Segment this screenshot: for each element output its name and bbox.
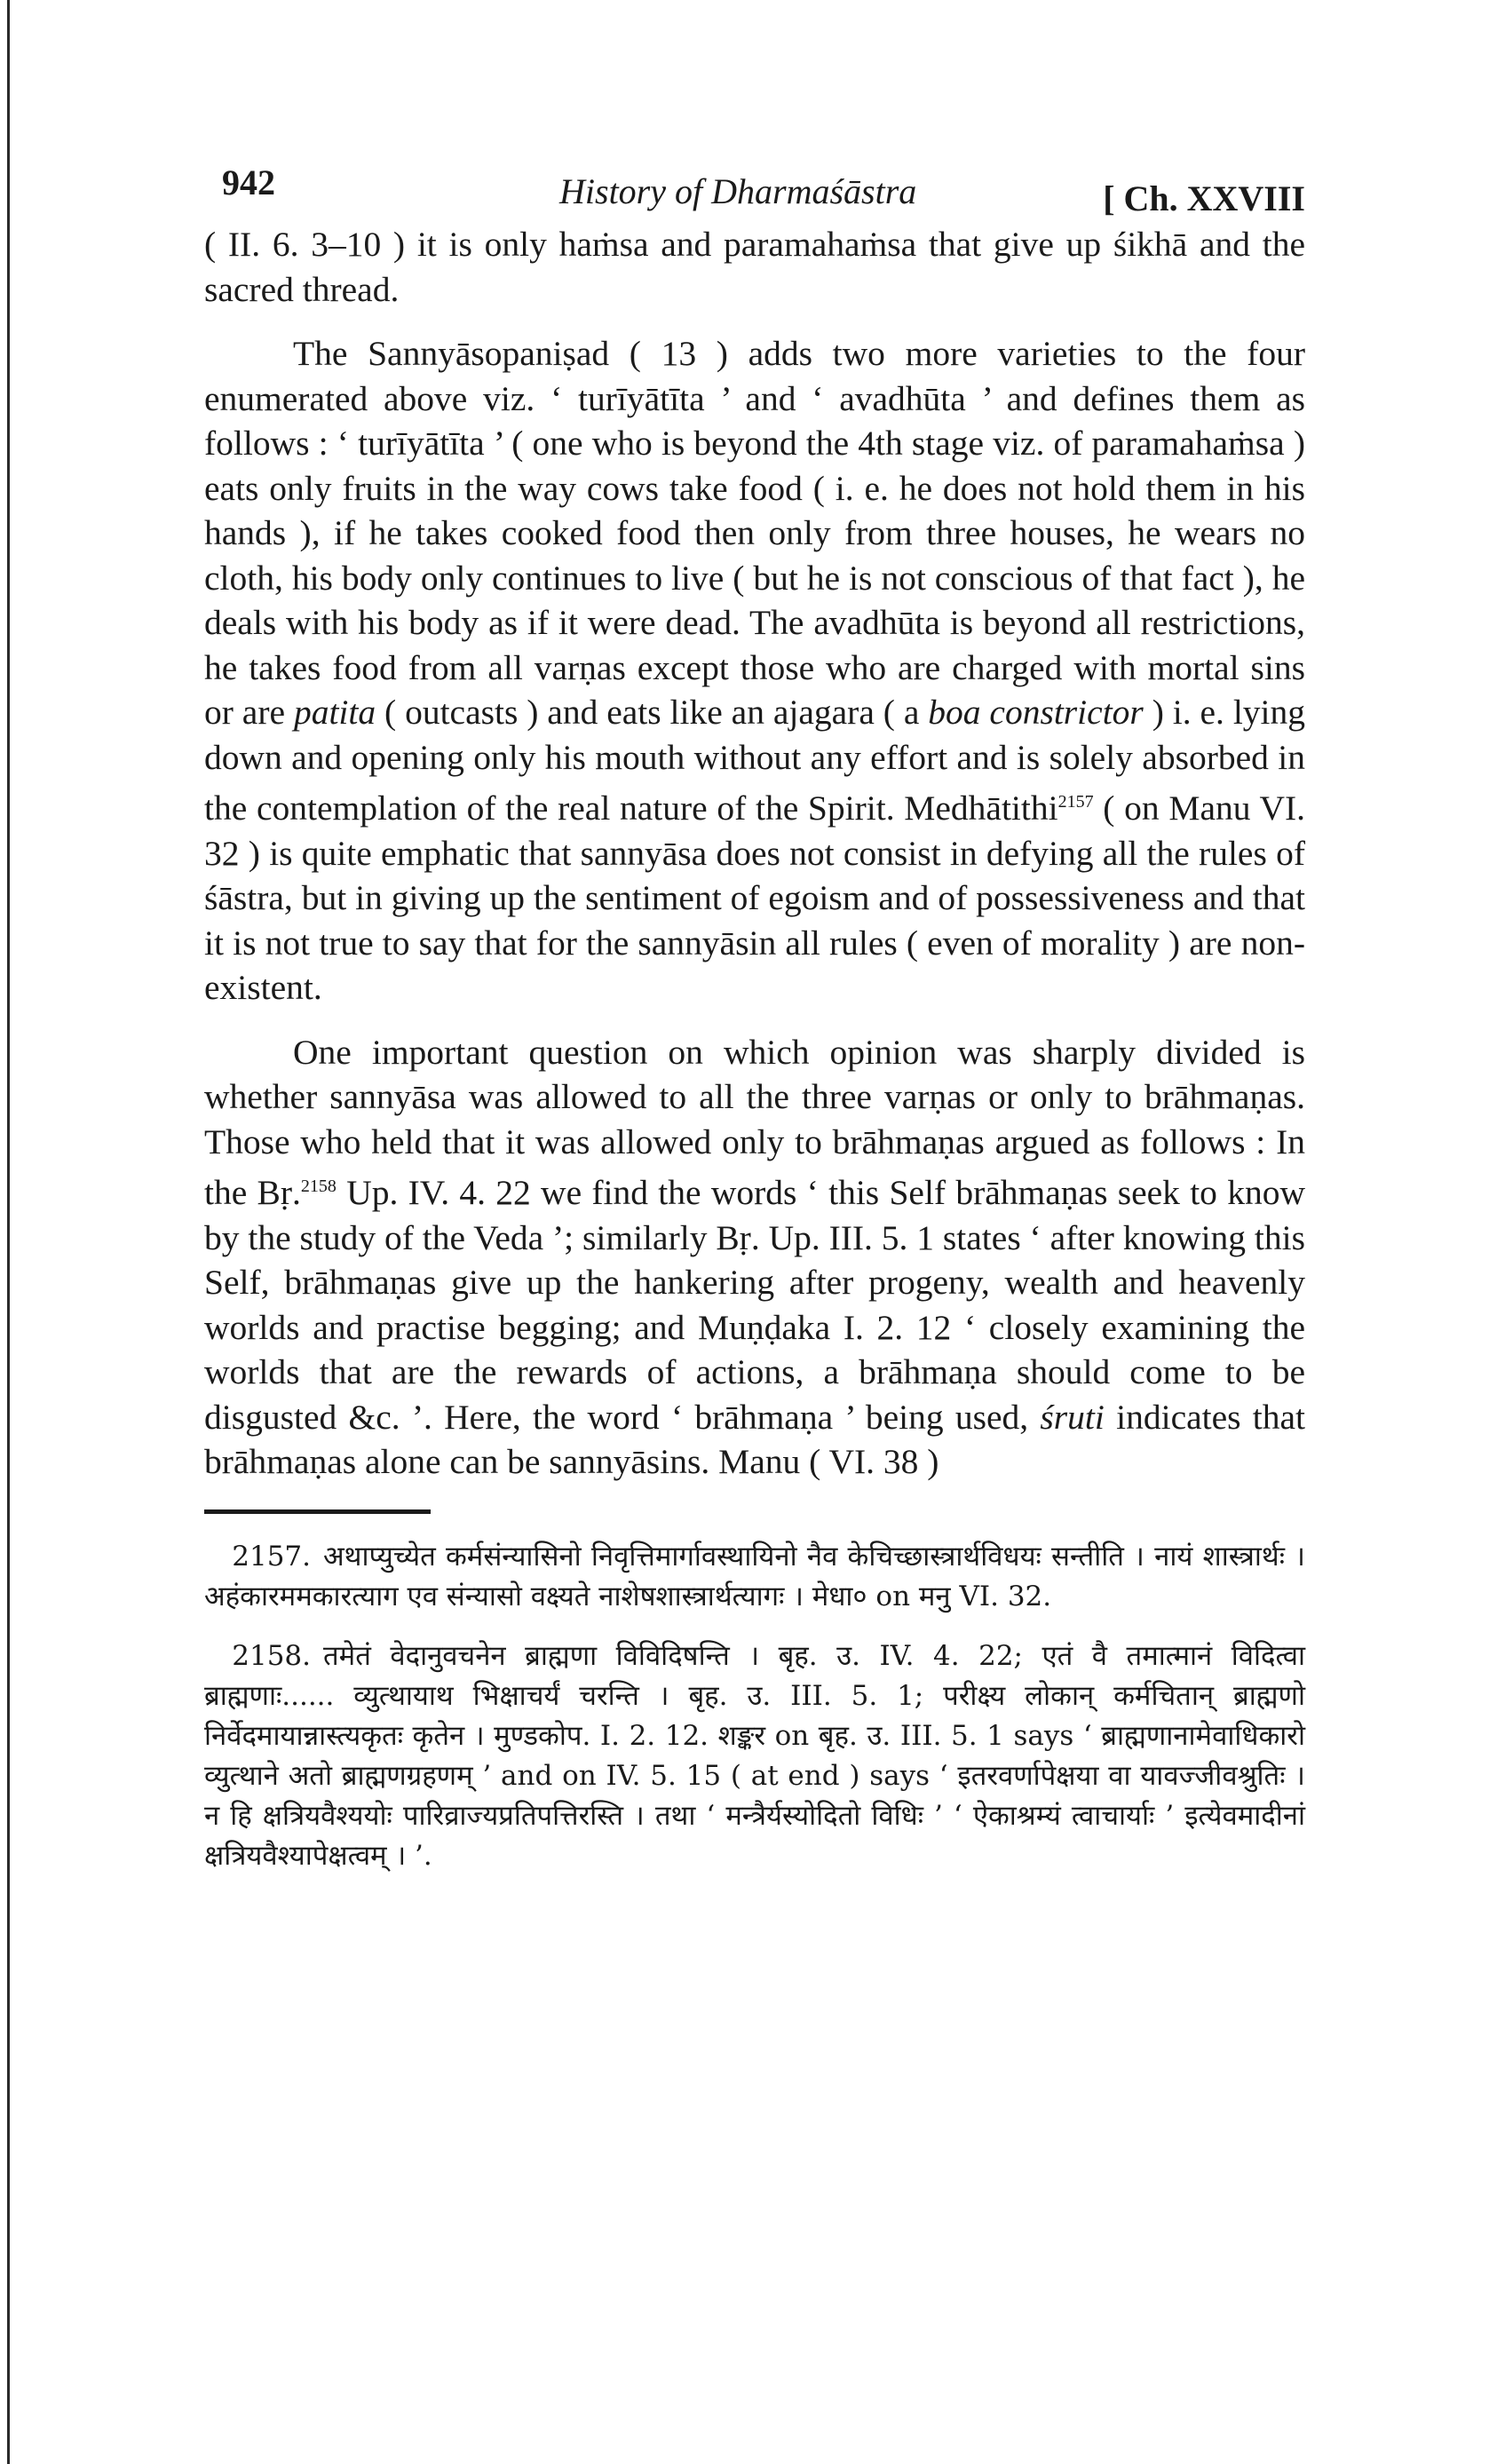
- main-text: [204, 222, 1305, 1485]
- chapter-label: [ Ch. XXVIII: [1103, 178, 1305, 218]
- paragraph-2: [204, 331, 1305, 1010]
- footnote-text: तमेतं वेदानुवचनेन ब्राह्मणा विविदिषन्ति । बृह. उ. IV. 4. 22; एतं वै तमात्मानं विदित्वा ब्राह्मणाः...... व्युत्थायाथ भिक्षाचर्यं चरन्ति । बृह. उ. III. 5. 1; परीक्ष्य लोकान् कर्मचितान् ब्राह्मणो निर्वेदमायान्नास्त्यकृतः कृतेन । मुण्डकोप. I. 2. 12. शङ्कर on बृह. उ. III. 5. 1 says ‘ ब्राह्मणानामेवाधिकारो व्युत्थाने अतो ब्राह्मणग्रहणम् ’ and on IV. 5. 15 ( at end ) says ‘ इतरवर्णापेक्षया वा यावज्जीवश्रुतिः । न हि क्षत्रियवैश्ययोः पारिव्राज्यप्रतिपत्तिरस्ति । तथा ‘ मन्त्रैर्यस्योदितो विधिः ’ ‘ ऐकाश्रम्यं त्वाचार्याः ’ इत्येवमादीनां क्षत्रियवैश्यापेक्षत्वम् । ’.: [204, 1639, 1305, 1872]
- term-sruti: śruti: [1040, 1397, 1105, 1437]
- footnote-number: 2157.: [232, 1540, 311, 1573]
- paragraph-3-text-c: indicates that brāhmaṇas alone can be sannyāsins. Manu ( VI. 38 ): [204, 1397, 1305, 1482]
- paragraph-2-text-d: ( on Manu VI. 32 ) is quite emphatic that sannyāsa does not consist in defying all the rules of śāstra, but in giving up the sentiment of egoism and of possessiveness and that it is not true to say that for the sannyāsin all rules ( even of morality ) are non-existent.: [204, 788, 1305, 1008]
- page-number: 942: [222, 162, 275, 202]
- paragraph-1: [204, 222, 1305, 312]
- paragraph-1-text: ( II. 6. 3–10 ) it is only haṁsa and paramahaṁsa that give up śikhā and the sacred thread.: [204, 225, 1305, 309]
- paragraph-3-text-a: One important question on which opinion was sharply divided is whether sannyāsa was allowed to all the three varṇas or only to brāhmaṇas. Those who held that it was allowed only to brāhmaṇas argued as follows : In the Bṛ.: [204, 1032, 1305, 1213]
- paragraph-2-text-a: The Sannyāsopaniṣad ( 13 ) adds two more varieties to the four enumerated above viz. ‘ turīyātīta ’ and ‘ avadhūta ’ and defines them as follows : ‘ turīyātīta ’ ( one who is beyond the 4th stage viz. of paramahaṁsa ) eats only fruits in the way cows take food ( i. e. he does not hold them in his hands ), if he takes cooked food then only from three houses, he wears no cloth, his body only continues to live ( but he is not conscious of that fact ), he deals with his body as if it were dead. The avadhūta is beyond all restrictions, he takes food from all varṇas except those who are charged with mortal sins or are: [204, 334, 1305, 732]
- page-header: [204, 151, 1305, 222]
- footnote-divider: [204, 1509, 431, 1514]
- running-title: History of Dharmaśāstra: [559, 171, 917, 211]
- footnote-2157: [204, 1537, 1305, 1617]
- footnote-text: अथाप्युच्येत कर्मसंन्यासिनो निवृत्तिमार्गावस्थायिनो नैव केचिच्छास्त्रार्थविधयः सन्तीति । नायं शास्त्रार्थः । अहंकारममकारत्याग एव संन्यासो वक्ष्यते नाशेषशास्त्रार्थत्यागः । मेधा० on मनु VI. 32.: [204, 1540, 1305, 1612]
- term-boa-constrictor: boa constrictor: [928, 693, 1144, 732]
- paragraph-2-text-c: ) i. e. lying down and opening only his mouth without any effort and is solely absorbed in the contemplation of the real nature of the Spirit. Medhātithi: [204, 693, 1306, 828]
- footnote-ref-2158[interactable]: 2158: [300, 1177, 337, 1197]
- book-page: [204, 151, 1305, 1896]
- footnote-2158: [204, 1636, 1305, 1876]
- paragraph-3-text-b: Up. IV. 4. 22 we find the words ‘ this Self brāhmaṇas seek to know by the study of the Veda ’; similarly Bṛ. Up. III. 5. 1 states ‘ after knowing this Self, brāhmaṇas give up the hankering after progeny, wealth and heavenly worlds and practise begging; and Muṇḍaka I. 2. 12 ‘ closely examining the worlds that are the rewards of actions, a brāhmaṇa should come to be disgusted &c. ’. Here, the word ‘ brāhmaṇa ’ being used,: [204, 1173, 1306, 1437]
- paragraph-3: [204, 1030, 1305, 1485]
- footnote-number: 2158.: [232, 1639, 311, 1672]
- footnote-ref-2157[interactable]: 2157: [1057, 792, 1094, 812]
- paragraph-2-text-b: ( outcasts ) and eats like an ajagara ( a: [376, 693, 929, 732]
- page-edge-rule: [7, 0, 10, 2464]
- term-patita: patita: [293, 693, 376, 732]
